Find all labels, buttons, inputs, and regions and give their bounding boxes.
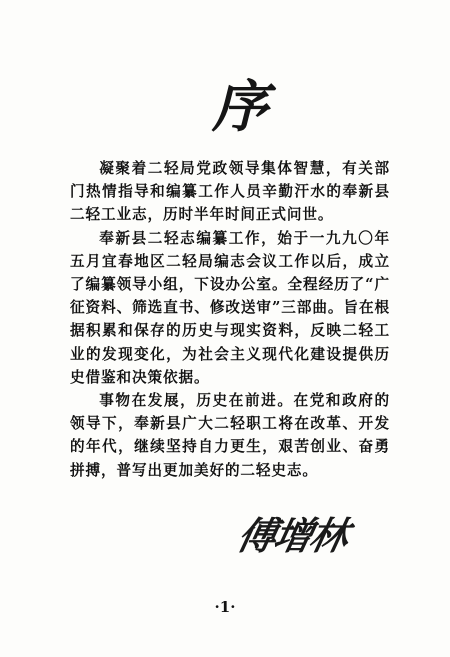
author-signature — [233, 512, 378, 560]
preface-title: 序 — [212, 74, 268, 140]
paragraph-1: 凝聚着二轻局党政领导集体智慧，有关部门热情指导和编纂工作人员辛勤汗水的奉新县二轻工业志，历时半年时间正式问世。 — [70, 160, 390, 224]
page-number: ·1· — [214, 598, 236, 616]
paragraph-3: 事物在发展，历史在前进。在党和政府的领导下，奉新县广大二轻职工将在改革、开发的年代，继续坚持自力更生，艰苦创业、奋勇拼搏，普写出更加美好的二轻史志。 — [70, 392, 390, 479]
paragraph-2: 奉新县二轻志编纂工作，始于一九九〇年五月宜春地区二轻局编志会议工作以后，成立了编纂领导小组，下设办公室。全程经历了“广征资料、筛选直书、修改送审”三部曲。旨在根据积累和保存的历史与现实资料，反映二轻工业的发现变化，为社会主义现代化建设提供历史借鉴和决策依据。 — [70, 229, 390, 386]
signature-text: 傅增林 — [233, 513, 351, 558]
preface-body — [70, 157, 390, 482]
